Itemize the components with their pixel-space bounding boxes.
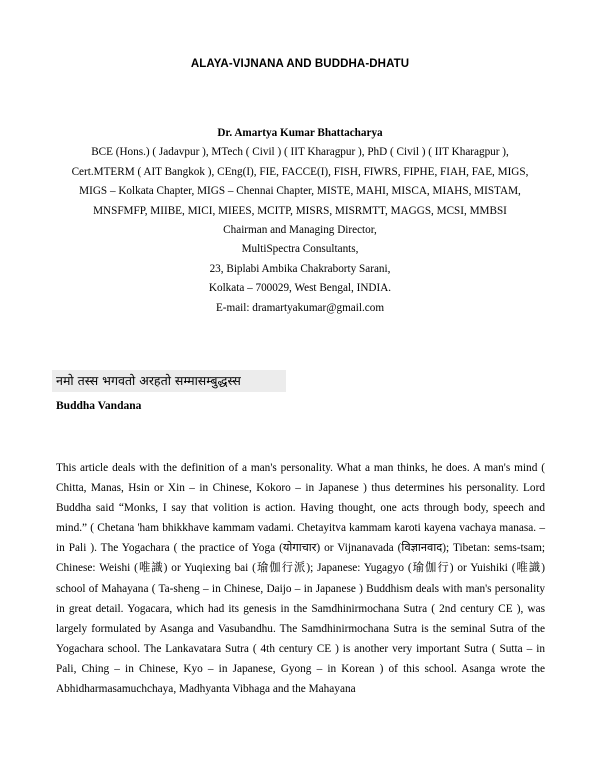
credentials-line: MNSFMFP, MIIBE, MICI, MIEES, MCITP, MISRS, MISRMTT, MAGGS, MCSI, MMBSI — [93, 204, 507, 217]
address-line: 23, Biplabi Ambika Chakraborty Sarani, — [209, 262, 391, 275]
author-block — [0, 124, 600, 318]
author-company: MultiSpectra Consultants, — [241, 243, 359, 256]
paper-title: ALAYA-VIJNANA AND BUDDHA-DHATU — [190, 58, 410, 70]
body-text — [56, 458, 545, 699]
credentials-line: MIGS – Kolkata Chapter, MIGS – Chennai Chapter, MISTE, MAHI, MISCA, MIAHS, MISTAM, — [79, 185, 521, 198]
body-paragraph: This article deals with the definition of a man's personality. What a man thinks, he does. A man's mind ( Chitta, Manas, Hsin or Xin – in Chinese, Kokoro – in Japanese ) thus determines his personality. Lord Buddha said “Monks, I say that volition is action. Having thought, one acts through body, speech and mind.” ( Chetana 'ham bhikkhave kammam vadami. Chetayitva kammam karoti kayena vachaya manasa. – in Pali ). The Yogachara ( the practice of Yoga (योगाचार) or Vijnanavada (विज्ञानवाद); Tibetan: sems-tsam; Chinese: Weishi (唯識) or Yuqiexing bai (瑜伽行派); Japanese: Yugagyo (瑜伽行) or Yuishiki (唯識) school of Mahayana ( Ta-sheng – in Chinese, Daijo – in Japanese ) Buddhism deals with man's personality in great detail. Yogacara, which had its genesis in the Samdhinirmochana Sutra ( 2nd century CE ), was largely formulated by Asanga and Vasubandhu. The Samdhinirmochana Sutra is the seminal Sutra of the Yogachara school. The Lankavatara Sutra ( 4th century CE ) is another very important Sutra ( Sutta – in Pali, Ching – in Chinese, Kyo – in Japanese, Gyong – in Korean ) of this school. Asanga wrote the Abhidharmasamuchchaya, Madhyanta Vibhaga and the Mahayana — [56, 462, 545, 696]
pali-mantra: नमो तस्स भगवतो अरहतो सम्मासम्बुद्धस्स — [52, 370, 286, 392]
address-line: Kolkata – 700029, West Bengal, INDIA. — [208, 282, 392, 295]
author-email: E-mail: dramartyakumar@gmail.com — [215, 301, 385, 314]
credentials-line: Cert.MTERM ( AIT Bangkok ), CEng(I), FIE, FACCE(I), FISH, FIWRS, FIPHE, FIAH, FAE, MIGS, — [71, 165, 529, 178]
credentials-line: BCE (Hons.) ( Jadavpur ), MTech ( Civil ) ( IIT Kharagpur ), PhD ( Civil ) ( IIT Kharagpur ), — [91, 146, 509, 159]
author-position: Chairman and Managing Director, — [223, 224, 377, 237]
author-name: Dr. Amartya Kumar Bhattacharya — [217, 127, 383, 139]
vandana-label: Buddha Vandana — [56, 400, 142, 412]
